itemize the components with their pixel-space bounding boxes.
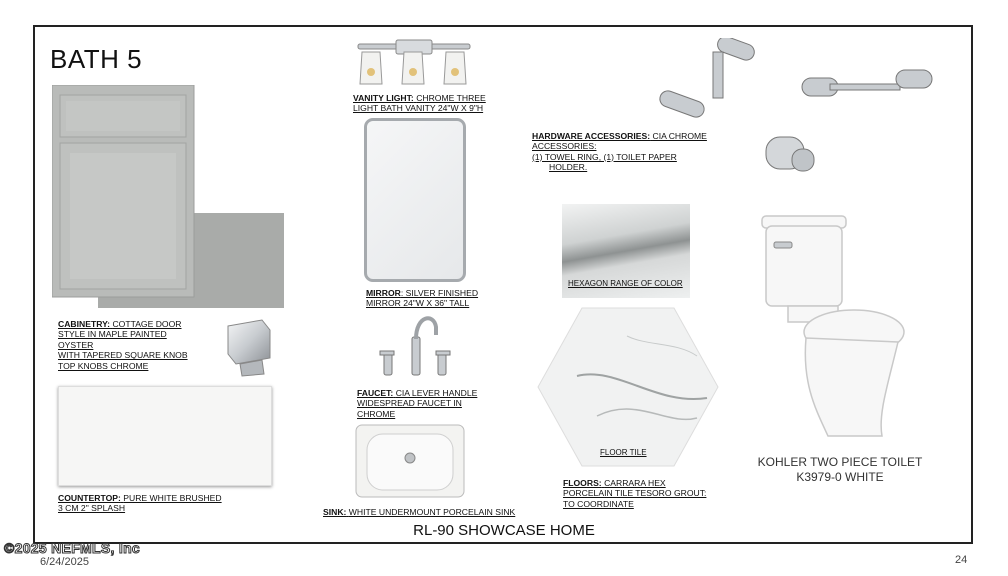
robe-hook-image [762, 133, 816, 175]
countertop-line: PURE WHITE BRUSHED [123, 493, 222, 503]
vanity-light-line: LIGHT BATH VANITY 24"W X 9"H [353, 103, 484, 114]
towel-ring-image [655, 38, 765, 120]
vanity-light-label [353, 93, 513, 114]
hexagon-range-caption: HEXAGON RANGE OF COLOR [568, 279, 683, 288]
toilet-image [758, 214, 908, 442]
mirror-heading: MIRROR [366, 288, 401, 298]
floors-line: PORCELAIN TILE TESORO GROUT: [563, 488, 707, 499]
slide-title: BATH 5 [50, 44, 143, 74]
sink-image [355, 424, 465, 498]
cabinetry-line: TOP KNOBS CHROME [58, 360, 149, 371]
faucet-heading: FAUCET: [357, 388, 394, 398]
hardware-line: HOLDER. [549, 162, 588, 173]
sink-label [323, 507, 563, 517]
page-number: 24 [955, 554, 968, 566]
toilet-paper-holder-image [800, 66, 936, 106]
mirror-line: MIRROR 24"W X 36" TALL [366, 298, 470, 309]
hardware-label [532, 131, 722, 173]
vanity-light-image [352, 38, 476, 90]
floor-tile-caption: FLOOR TILE [600, 448, 647, 457]
vanity-light-heading: VANITY LIGHT: [353, 93, 414, 103]
showcase-footer: RL-90 SHOWCASE HOME [413, 522, 595, 539]
faucet-label [357, 388, 517, 419]
hardware-line: CIA CHROME [652, 131, 707, 141]
cabinetry-line: COTTAGE DOOR [112, 319, 182, 329]
cabinetry-line: WITH TAPERED SQUARE KNOB [58, 350, 188, 361]
floors-label [563, 478, 733, 509]
slide-date: 6/24/2025 [40, 556, 89, 568]
faucet-line: CHROME [357, 408, 396, 419]
mirror-image [364, 118, 466, 282]
mirror-line: : SILVER FINISHED [400, 288, 479, 298]
toilet-line: K3979-0 WHITE [796, 470, 884, 484]
countertop-label [58, 493, 258, 514]
countertop-sample [58, 386, 272, 486]
cabinetry-label [58, 319, 223, 371]
faucet-image [378, 311, 456, 379]
floors-heading: FLOORS: [563, 478, 602, 488]
cabinetry-line: STYLE IN MAPLE PAINTED [58, 329, 167, 340]
floors-line: CARRARA HEX [604, 478, 666, 488]
hardware-line: ACCESSORIES: [532, 141, 597, 152]
toilet-caption [752, 455, 928, 485]
toilet-line: KOHLER TWO PIECE TOILET [757, 455, 923, 469]
faucet-line: CIA LEVER HANDLE [395, 388, 478, 398]
cabinetry-line: OYSTER [58, 339, 94, 350]
floor-tile-image [537, 306, 719, 468]
cabinet-door-image [52, 85, 286, 310]
countertop-line: 3 CM 2" SPLASH [58, 503, 126, 514]
cabinet-knob-image [222, 318, 274, 378]
hardware-heading: HARDWARE ACCESSORIES: [532, 131, 651, 141]
countertop-heading: COUNTERTOP: [58, 493, 121, 503]
cabinetry-heading: CABINETRY: [58, 319, 111, 329]
floors-line: TO COORDINATE [563, 498, 634, 509]
faucet-line: WIDESPREAD FAUCET IN [357, 398, 462, 409]
hardware-line: (1) TOWEL RING, (1) TOILET PAPER [532, 151, 677, 162]
copyright-watermark: ©2025 NEFMLS, Inc [4, 540, 141, 556]
vanity-light-line: CHROME THREE [416, 93, 486, 103]
sink-heading: SINK: [323, 507, 347, 517]
mirror-label [366, 288, 516, 309]
sink-line: WHITE UNDERMOUNT PORCELAIN SINK [348, 507, 516, 517]
